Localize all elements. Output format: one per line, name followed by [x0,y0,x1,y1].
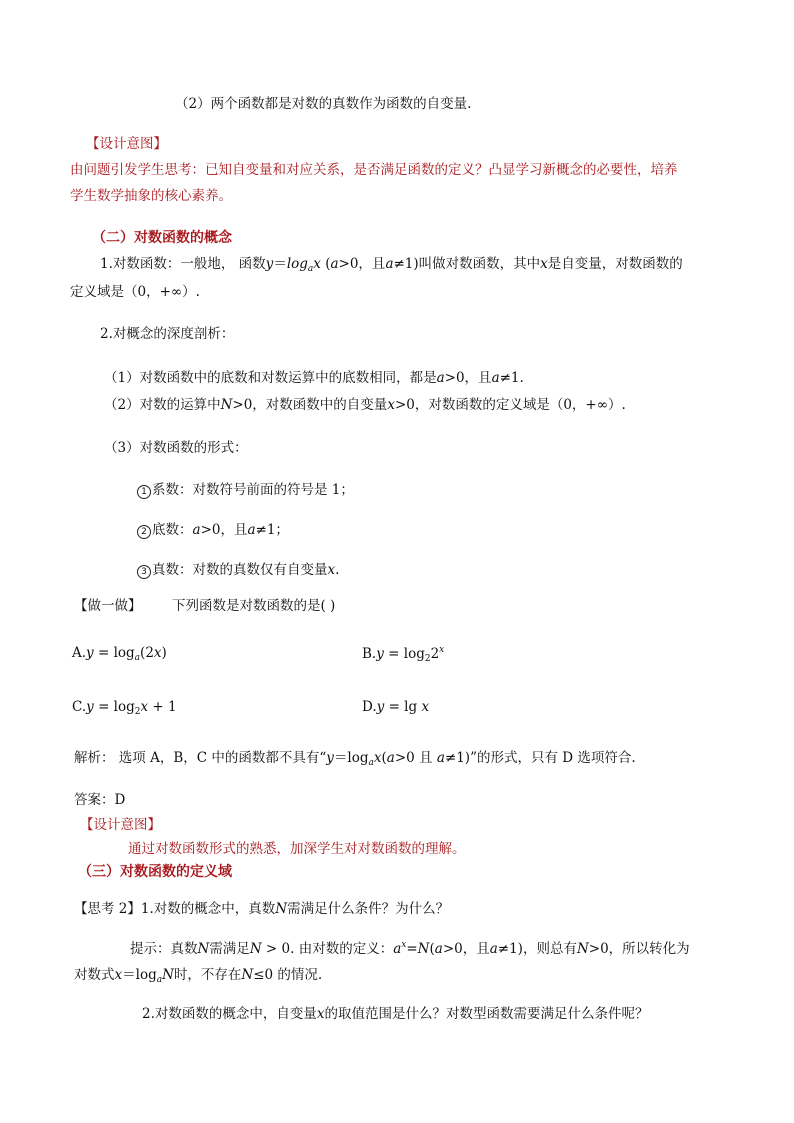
exercise-label: 【做一做】 [74,598,142,614]
text: > 0. 由对数的定义： [261,941,394,957]
var-y: y [86,645,94,661]
item-1 [104,370,524,387]
log: log [286,256,308,272]
text: ≠1)叫做对数函数，其中 [393,256,541,272]
var-n: N [417,941,430,957]
design-heading-2: 【设计意图】 [80,817,161,833]
sub-a: a [307,264,314,274]
hint-line-2 [74,967,322,986]
var-y: y [326,750,334,766]
var-a: a [330,256,339,272]
text: ( [381,750,387,766]
var-x: x [421,699,430,715]
exercise-question: 下列函数是对数函数的是( ) [172,598,336,614]
text: = log [93,645,135,661]
text: C. [72,699,87,715]
design-text-1: 由问题引发学生思考：已知自变量和对应关系，是否满足函数的定义？凸显学习新概念的必要性，培养 [70,162,678,178]
var-x: x [140,699,149,715]
eq: ＝ [273,256,287,272]
var-n: N [162,967,174,983]
text: ＝log [333,750,369,766]
option-b [362,645,444,665]
option-d [362,699,429,716]
text: >0，对数函数中的自变量 [232,397,388,413]
var-x: x [114,967,123,983]
text: >0，且 [338,256,386,272]
text: ( [320,256,331,272]
text: 需满足 [209,941,250,957]
var-n: N [241,967,254,983]
var-y: y [265,256,274,272]
def-line-1 [100,256,683,275]
def-line-2: 定义域是（0，+∞）. [70,284,200,300]
text: 系数：对数符号前面的符号是 1； [152,482,354,498]
sub: 2 [134,707,141,717]
var-a: a [434,941,443,957]
circ-item-2 [137,522,289,539]
text: ≤0 的情况. [253,967,323,983]
text: 是自变量，对数函数的 [547,256,683,272]
sup: x [439,645,445,655]
text: 【思考 2】1.对数的概念中，真数 [74,901,276,917]
text: 对数式 [74,967,115,983]
text: ≠1； [255,522,289,538]
item-3: （3）对数函数的形式： [104,440,248,456]
sub: a [156,975,163,985]
text: (2 [140,645,154,661]
text: 的取值范围是什么？对数型函数需要满足什么条件呢？ [324,1006,649,1022]
sub: 2 [424,654,431,664]
sub: a [368,758,374,768]
circled-number-3: 3 [137,565,151,579]
var-n: N [275,901,288,917]
item-2 [104,397,626,414]
var-a: a [192,522,201,538]
think-2 [74,901,449,918]
text: ≠1)”的形式，只有 D 选项符合. [444,750,636,766]
text: = lg [384,699,422,715]
text: 底数： [152,522,193,538]
circ-item-1 [137,482,354,499]
text: A. [72,645,87,661]
text: D. [362,699,377,715]
design-text-3: 通过对数函数形式的熟悉，加深学生对对数函数的理解。 [128,841,466,857]
var-a: a [436,750,445,766]
text: ≠1)，则总有 [497,941,577,957]
text: >0 且 [394,750,437,766]
option-c [72,699,177,718]
var-y: y [376,699,385,715]
var-n: N [197,941,210,957]
var-y: y [86,699,94,715]
text: ( [429,941,435,957]
text: ) [161,645,167,661]
var-x: x [153,645,162,661]
text: >0，且 [444,370,492,386]
text: B. [362,646,377,662]
sub: a [134,653,141,663]
var-a: a [386,750,395,766]
text: >0，且 [442,941,490,957]
circled-number-2: 2 [137,525,151,539]
text: 提示：真数 [130,941,198,957]
option-a [72,645,167,664]
sup: x [401,940,407,950]
text: 解析： 选项 A，B，C 中的函数都不具有“ [74,750,327,766]
design-heading-1: 【设计意图】 [86,136,167,152]
var-a: a [489,941,498,957]
deep-analysis: 2.对概念的深度剖析： [100,326,235,342]
var-a: a [247,522,256,538]
var-n: N [220,397,233,413]
text: 2 [430,646,440,662]
analysis [74,750,636,769]
circled-number-1: 1 [137,485,151,499]
var-a: a [491,370,500,386]
text: . [335,562,340,578]
answer: 答案：D [74,792,126,808]
hint-line-1 [130,940,690,958]
text: = log [93,699,135,715]
text: >0，所以转化为 [588,941,690,957]
text: + 1 [148,699,177,715]
text: ≠1. [499,370,524,386]
text: 时，不存在 [173,967,242,983]
var-x: x [316,1006,325,1022]
var-a: a [385,256,394,272]
section-title-3: （三）对数函数的定义域 [78,864,232,880]
design-text-2: 学生数学抽象的核心素养。 [70,188,232,204]
text: ＝log [122,967,157,983]
var-x: x [387,397,395,413]
circ-item-3 [137,562,339,579]
text: 2.对数函数的概念中，自变量 [142,1006,317,1022]
text: = [406,941,418,957]
var-x: x [540,256,548,272]
var-x: x [313,256,321,272]
var-n: N [576,941,589,957]
intro-line: （2）两个函数都是对数的真数作为函数的自变量. [175,96,472,112]
text: 真数：对数的真数仅有自变量 [152,562,328,578]
var-n: N [249,941,262,957]
text: >0，且 [200,522,248,538]
question-2 [142,1006,649,1023]
section-title-2: （二）对数函数的概念 [92,230,232,246]
text: >0，对数函数的定义域是（0，+∞）. [394,397,626,413]
text: （1）对数函数中的底数和对数运算中的底数相同，都是 [104,370,437,386]
var-x: x [373,750,382,766]
var-a: a [393,941,402,957]
var-a: a [436,370,445,386]
var-y: y [376,646,384,662]
text: （2）对数的运算中 [104,397,221,413]
var-x: x [327,562,336,578]
def-text: 1.对数函数：一般地， 函数 [100,256,266,272]
text: 需满足什么条件？为什么？ [287,901,450,917]
text: = log [383,646,425,662]
